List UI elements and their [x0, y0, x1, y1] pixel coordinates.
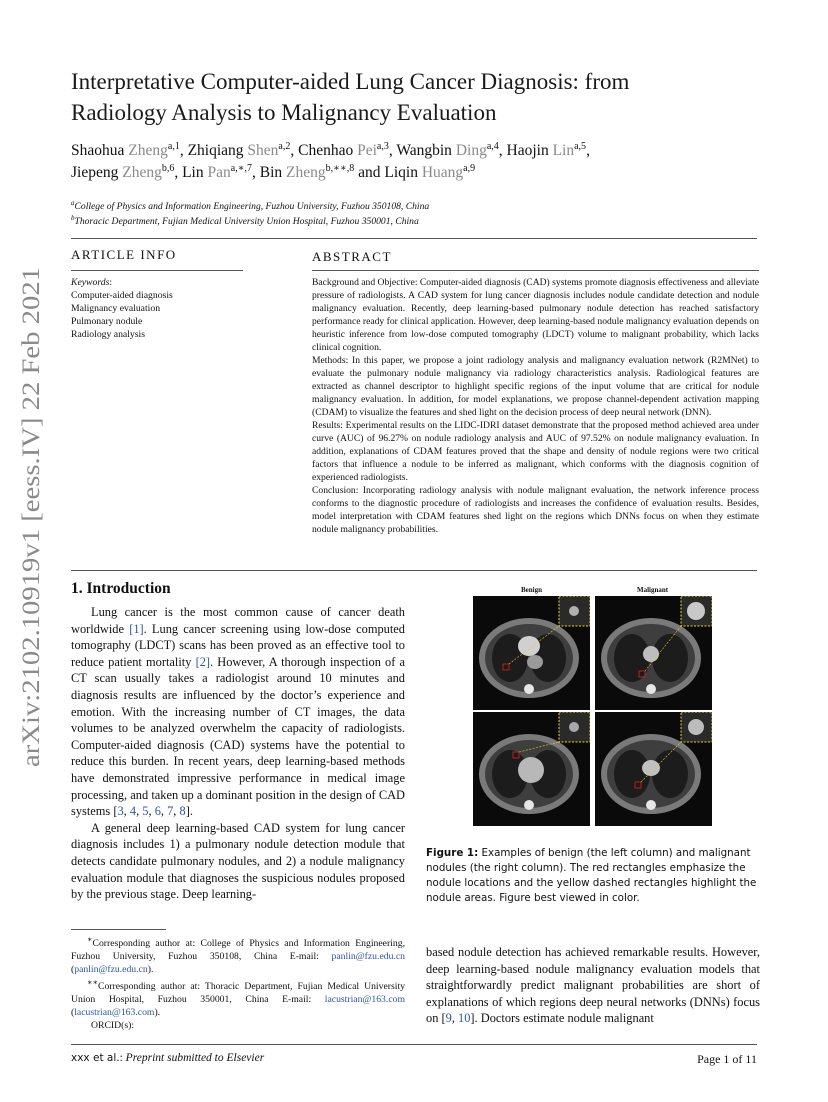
- author-separator: ,: [174, 164, 179, 181]
- figure-label-benign: Benign: [521, 586, 543, 594]
- text-run: ,: [123, 804, 130, 819]
- abstract-heading: ABSTRACT: [312, 249, 392, 264]
- keyword-item: Radiology analysis: [71, 329, 145, 340]
- figure-1: [473, 586, 715, 826]
- author-affiliation-sup: a,4: [486, 140, 499, 152]
- author-first-name: Jiepeng: [71, 164, 119, 181]
- author-first-name: Chenhao: [298, 142, 354, 159]
- author-separator: ,: [179, 142, 184, 159]
- author-first-name: Shaohua: [71, 142, 125, 159]
- author-name: [71, 164, 178, 181]
- paper-title: [71, 66, 771, 128]
- ct-scan-benign-1: [473, 596, 590, 710]
- affiliation-mark: b: [71, 214, 75, 222]
- author-name: [182, 164, 256, 181]
- author-first-name: Liqin: [384, 164, 418, 181]
- abstract-end-divider: [71, 570, 757, 571]
- author-last-name: Huang: [421, 164, 464, 181]
- email-link[interactable]: lacustrian@163.com: [324, 994, 405, 1006]
- author-last-name: Shen: [247, 142, 279, 159]
- arxiv-side-stamp: [8, 262, 52, 772]
- author-affiliation-sup: a,2: [278, 140, 291, 152]
- citation-link[interactable]: 10: [458, 1011, 471, 1026]
- author-last-name: Lin: [552, 142, 575, 159]
- affiliation-text: Thoracic Department, Fujian Medical University Union Hospital, Fuzhou 350001, China: [74, 216, 419, 228]
- footnote-2: ∗∗Corresponding author at: Thoracic Department, Fujian Medical University Union Hospital, Fuzhou 350001, China E-mail: lacustrian@163.com (lacustrian@163.com).: [71, 978, 405, 1019]
- text-run: ,: [160, 804, 168, 819]
- keyword-item: Malignancy evaluation: [71, 303, 161, 314]
- author-affiliation-sup: a,3: [376, 140, 389, 152]
- arxiv-stamp-text: arXiv:2102.10919v1 [eess.IV] 22 Feb 2021: [18, 330, 45, 767]
- author-name: [384, 164, 475, 181]
- article-info-rule: [71, 270, 243, 271]
- ct-scan-malignant-1: [595, 596, 712, 710]
- citation-link[interactable]: 3: [117, 804, 124, 819]
- footnote-1: ∗Corresponding author at: College of Physics and Information Engineering, Fuzhou University, Fuzhou 350108, China E-mail: panlin@fzu.edu.cn (panlin@fzu.edu.cn).: [71, 935, 405, 976]
- author-last-name: Zheng: [286, 164, 326, 181]
- author-affiliation-sup: a,5: [574, 140, 587, 152]
- text-run: ,: [451, 1011, 459, 1026]
- text-run: based nodule detection has achieved remarkable results. However, deep learning-based nodule malignancy evaluation models that straightforwardly predict malignant probabilities are short of explanations of which regions deep neural networks (DNNs) focus on [: [426, 945, 760, 1026]
- author-affiliation-sup: a,∗,7: [230, 162, 252, 174]
- text-run: . However, A thorough inspection of a CT scan usually takes a radiologist around 10 minutes and diagnosis results are influenced by the doctor’s experience and emotion. With the increasing number of CT images, the data volumes to be analyzed overwhelm the capacity of radiologists. Computer-aided diagnosis (CAD) systems have the potential to reduce this burden. In recent years, deep learning-based methods have demonstrated impressive performance in medical image processing, and taken up a dominant position in the design of CAD systems [: [71, 654, 405, 819]
- author-list: [71, 140, 771, 184]
- author-separator: ,: [586, 142, 590, 159]
- author-affiliation-sup: b,∗∗,8: [325, 162, 355, 174]
- author-separator: ,: [252, 164, 256, 181]
- text-run: . Lung cancer screening using low-dose computed tomography (LDCT) scans has been proved as an effective tool to reduce patient mortality: [71, 621, 405, 669]
- email-link[interactable]: lacustrian@163.com: [74, 1007, 155, 1019]
- author-name: [71, 142, 184, 159]
- citation-link[interactable]: [1]: [129, 621, 144, 636]
- abstract-background: Background and Objective: Computer-aided diagnosis (CAD) systems promote diagnosis effectiveness and alleviate pressure of radiologists. A CAD system for lung cancer diagnosis includes nodule candidate detection and nodule malignancy evaluation. Recently, deep learning-based pulmonary nodule detection has reached satisfactory performance ready for clinical application. However, deep learning-based nodule malignancy evaluation depends on heuristic inference from low-dose computed tomography (LDCT) volume to malignant probability, which lacks clinical cognition.: [312, 277, 759, 353]
- author-separator: and: [354, 164, 381, 181]
- author-affiliation-sup: a,9: [463, 162, 476, 174]
- author-first-name: Lin: [182, 164, 204, 181]
- title-line-2: Radiology Analysis to Malignancy Evaluation: [71, 100, 497, 125]
- text-run: ,: [148, 804, 155, 819]
- intro-continuation: [426, 944, 760, 1027]
- figure-1-caption: [426, 846, 760, 906]
- abstract-body: [312, 276, 759, 536]
- intro-paragraph-1: [71, 604, 405, 820]
- abstract-conclusion: Conclusion: Incorporating radiology analysis with nodule malignant evaluation, the network inference process conforms to the diagnostic procedure of radiologists and increases the confidence of evaluation results. Besides, model interpretation with CDAM features shed light on the regions which DNNs focus on when they estimate nodule malignancy probabilities.: [312, 485, 759, 535]
- text-run: ,: [173, 804, 180, 819]
- author-first-name: Haojin: [506, 142, 549, 159]
- affiliation-b: [71, 211, 771, 229]
- author-name: [396, 142, 502, 159]
- citation-link[interactable]: 8: [179, 804, 186, 819]
- citation-link[interactable]: 4: [129, 804, 137, 819]
- affiliation-mark: a: [71, 199, 75, 207]
- author-first-name: Wangbin: [396, 142, 452, 159]
- keywords-block: Keywords: Computer-aided diagnosis Malignancy evaluation Pulmonary nodule Radiology analysis: [71, 276, 246, 341]
- citation-link[interactable]: [2]: [195, 654, 211, 669]
- author-last-name: Ding: [455, 142, 487, 159]
- author-last-name: Zheng: [128, 142, 168, 159]
- author-separator: ,: [290, 142, 295, 159]
- text-run: Corresponding author at: College of Physics and Information Engineering, Fuzhou University, Fuzhou 350108, China E-mail:: [71, 938, 405, 963]
- citation-link[interactable]: 9: [445, 1011, 452, 1026]
- footnotes: [71, 933, 405, 1032]
- footer-citation: xxx et al.: Preprint submitted to Elsevier: [71, 1052, 265, 1064]
- footer-divider: [71, 1044, 757, 1045]
- keywords-list: [71, 289, 246, 341]
- author-separator: ,: [498, 142, 503, 159]
- author-first-name: Zhiqiang: [187, 142, 244, 159]
- keywords-label: Keywords: [71, 277, 110, 288]
- introduction-body: [71, 604, 405, 903]
- footer-journal: Preprint submitted to Elsevier: [125, 1052, 265, 1064]
- header-divider: [71, 238, 757, 239]
- author-name: [260, 164, 381, 181]
- author-name: [298, 142, 393, 159]
- author-first-name: Bin: [259, 164, 283, 181]
- citation-link[interactable]: 6: [154, 804, 161, 819]
- text-run: ].: [185, 804, 193, 819]
- author-last-name: Zheng: [122, 164, 162, 181]
- caption-text: Examples of benign (the left column) and malignant nodules (the right column). The red rectangles emphasize the nodule locations and the yellow dashed rectangles highlight the nodule areas. Figure best viewed in color.: [426, 847, 757, 904]
- text-run: Corresponding author at: Thoracic Department, Fujian Medical University Union Hospital, Fuzhou 350001, China E-mail:: [71, 981, 405, 1006]
- orcid-line: ORCID(s):: [91, 1020, 135, 1032]
- footnote-rule: [71, 929, 166, 930]
- text-run: ,: [136, 804, 143, 819]
- text-run: ]. Doctors estimate nodule malignant: [470, 1011, 654, 1026]
- caption-label: Figure 1:: [426, 847, 479, 859]
- author-affiliation-sup: a,1: [167, 140, 180, 152]
- intro-paragraph-2: A general deep learning-based CAD system for lung cancer diagnosis includes 1) a pulmonary nodule detection module that detects candidate pulmonary nodules, and 2) a nodule malignancy evaluation module that diagnoses the suspicious nodules proposed by the previous stage. Deep learning-: [71, 820, 405, 902]
- email-link[interactable]: panlin@fzu.edu.cn: [331, 951, 405, 963]
- section-heading-introduction: 1. Introduction: [71, 580, 171, 597]
- email-link[interactable]: panlin@fzu.edu.cn: [74, 964, 148, 976]
- title-line-1: Interpretative Computer-aided Lung Cancer Diagnosis: from: [71, 69, 630, 94]
- author-name: [188, 142, 295, 159]
- article-info-heading: ARTICLE INFO: [71, 247, 177, 262]
- keyword-item: Computer-aided diagnosis: [71, 290, 173, 301]
- author-last-name: Pan: [207, 164, 231, 181]
- abstract-methods: Methods: In this paper, we propose a joint radiology analysis and malignancy evaluation network (R2MNet) to evaluate the pulmonary nodule malignancy via radiology characteristics analysis. Radiological features are extracted as channel descriptor to highlight specific regions of the input volume that are critical for nodule malignancy evaluation. In addition, for model explanations, we propose channel-dependent activation mapping (CDAM) to visualize the features and shed light on the decision process of deep neural network (DNN).: [312, 355, 759, 418]
- citation-link[interactable]: 5: [142, 804, 149, 819]
- figure-label-malignant: Malignant: [637, 586, 669, 594]
- citation-link[interactable]: 7: [167, 804, 174, 819]
- abstract-rule: [312, 270, 759, 271]
- author-name: [507, 142, 590, 159]
- footer-author: xxx et al.: [71, 1052, 120, 1064]
- keyword-item: Pulmonary nodule: [71, 316, 143, 327]
- ct-scan-malignant-2: [595, 712, 712, 826]
- abstract-results: Results: Experimental results on the LIDC-IDRI dataset demonstrate that the proposed method achieved area under curve (AUC) of 96.27% on nodule radiology analysis and AUC of 97.52% on nodule malignancy evaluation. In addition, explanations of CDAM features proved that the shape and density of nodule regions were two critical factors that influence a nodule to be inferred as malignant, which conforms with the diagnosis cognition of experienced radiologists.: [312, 420, 759, 483]
- ct-scan-benign-2: [473, 712, 590, 826]
- author-last-name: Pei: [357, 142, 377, 159]
- affiliation-text: College of Physics and Information Engineering, Fuzhou University, Fuzhou 350108, China: [74, 201, 430, 213]
- page-number: Page 1 of 11: [697, 1052, 757, 1066]
- author-separator: ,: [388, 142, 393, 159]
- author-affiliation-sup: b,6: [161, 162, 175, 174]
- text-run: Lung cancer is the most common cause of cancer death worldwide: [71, 605, 405, 636]
